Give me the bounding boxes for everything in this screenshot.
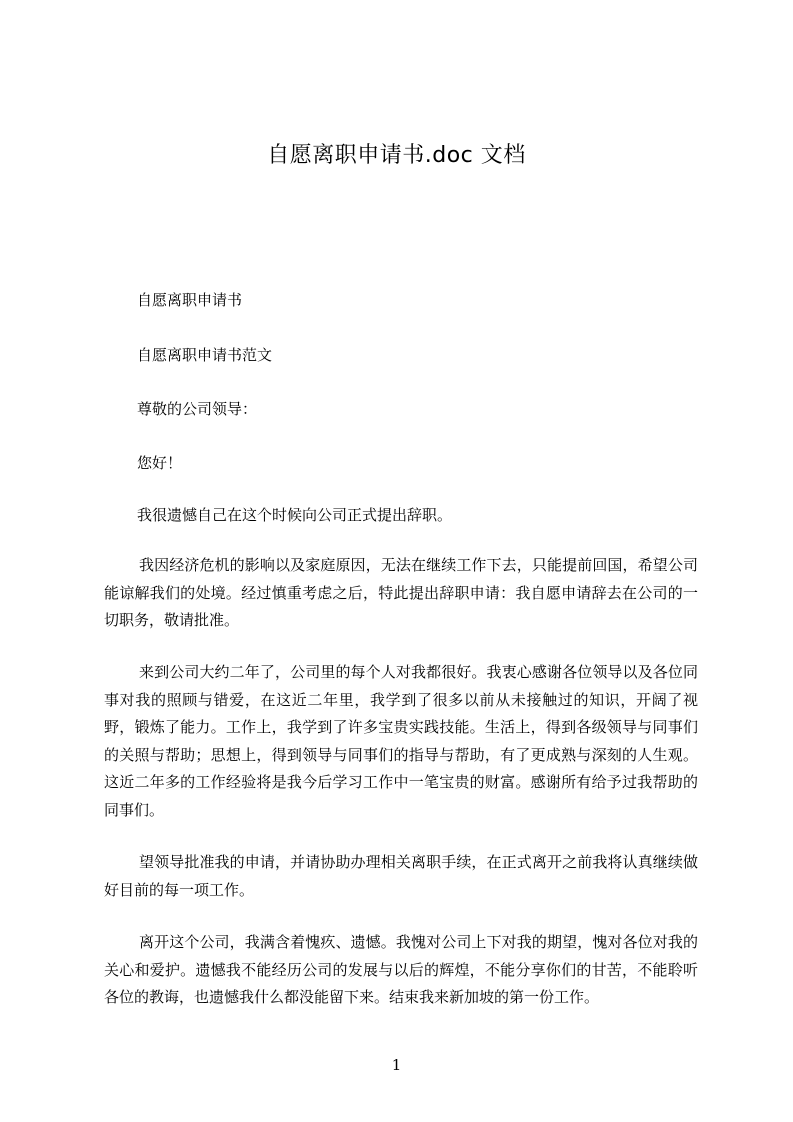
paragraph-opening: 我很遗憾自己在这个时候向公司正式提出辞职。: [137, 506, 453, 524]
paragraph-farewell: 离开这个公司，我满含着愧疚、遗憾。我愧对公司上下对我的期望，愧对各位对我的关心和爱护。遗憾我不能经历公司的发展与以后的辉煌，不能分享你们的甘苦，不能聆听各位的教诲，也遗憾我什么都没能留下来。结束我来新加坡的第一份工作。: [104, 933, 698, 1006]
letter-greeting: 您好！: [137, 454, 183, 472]
letter-subheading: 自愿离职申请书范文: [137, 346, 273, 364]
page-number: 1: [391, 1056, 402, 1074]
letter-heading: 自愿离职申请书: [137, 291, 243, 309]
letter-salutation: 尊敬的公司领导：: [137, 400, 258, 418]
paragraph-reason: 我因经济危机的影响以及家庭原因，无法在继续工作下去，只能提前回国，希望公司能谅解我们的处境。经过慎重考虑之后，特此提出辞职申请：我自愿申请辞去在公司的一切职务，敬请批准。: [104, 556, 698, 629]
paragraph-request: 望领导批准我的申请，并请协助办理相关离职手续，在正式离开之前我将认真继续做好目前的每一项工作。: [104, 853, 698, 899]
paragraph-gratitude: 来到公司大约二年了，公司里的每个人对我都很好。我衷心感谢各位领导以及各位同事对我的照顾与错爱，在这近二年里，我学到了很多以前从未接触过的知识，开阔了视野，锻炼了能力。工作上，我学到了许多宝贵实践技能。生活上，得到各级领导与同事们的关照与帮助；思想上，得到领导与同事们的指导与帮助，有了更成熟与深刻的人生观。这近二年多的工作经验将是我今后学习工作中一笔宝贵的财富。感谢所有给予过我帮助的同事们。: [104, 663, 698, 819]
document-title: 自愿离职申请书.doc 文档: [267, 143, 526, 168]
